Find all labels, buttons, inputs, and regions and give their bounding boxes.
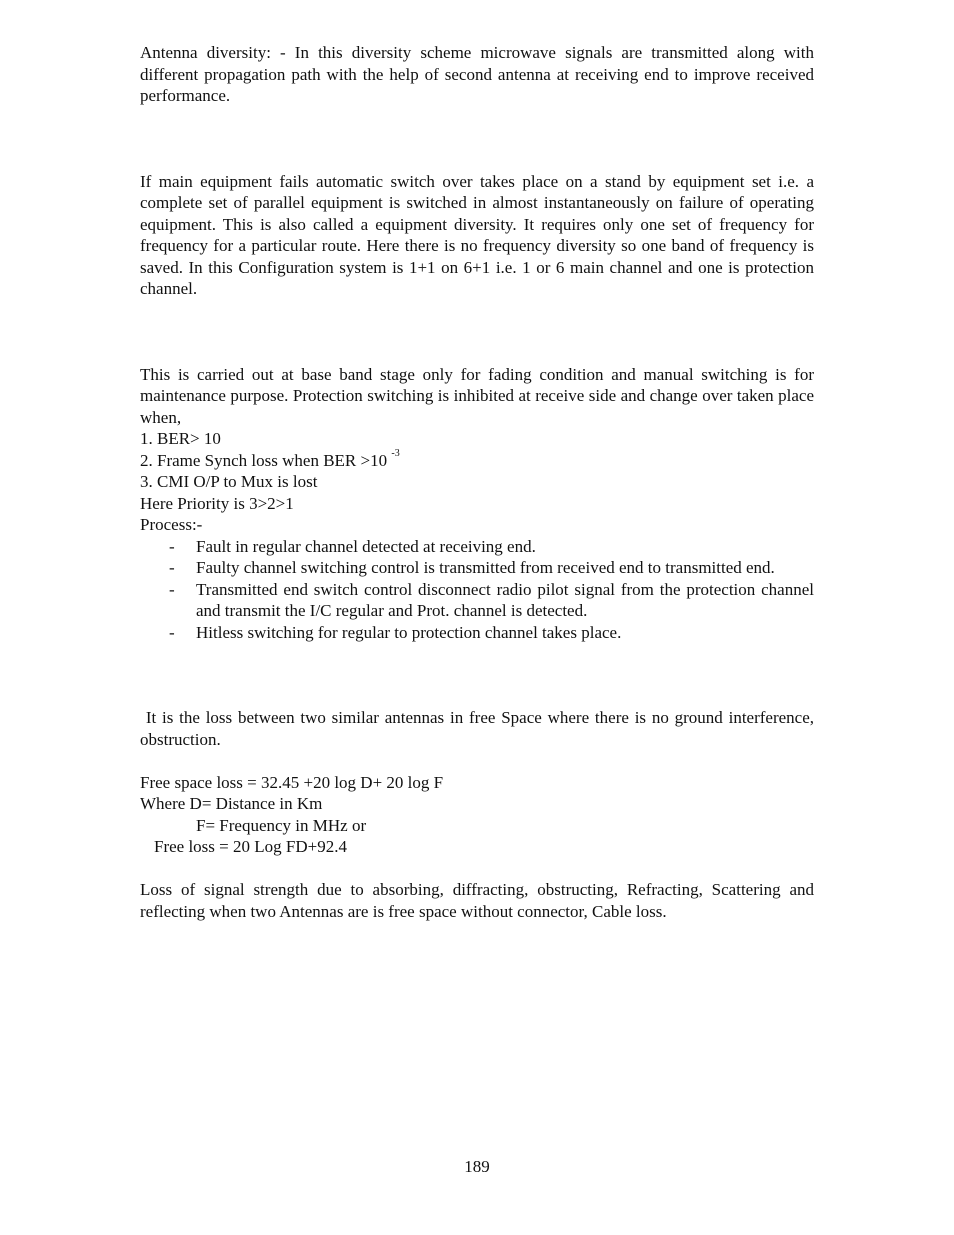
dash-bullet: - (169, 622, 175, 642)
priority-line: Here Priority is 3>2>1 (140, 493, 294, 513)
list-item (140, 579, 814, 622)
list-item (140, 536, 814, 558)
process-label: Process:- (140, 515, 203, 534)
condition-2-superscript: -3 (391, 447, 400, 459)
dash-bullet: - (169, 558, 175, 577)
process-list (140, 536, 814, 644)
list-item-text: Fault in regular channel detected at receiving end. (196, 536, 536, 556)
formula-distance: Where D= Distance in Km (140, 794, 323, 813)
condition-3: 3. CMI O/P to Mux is lost (140, 472, 318, 491)
formula-frequency: F= Frequency in MHz or (196, 815, 367, 835)
spacer (140, 300, 814, 364)
list-item-text: Transmitted end switch control disconnect radio pilot signal from the protection channel and transmit the I/C regular and Prot. channel is detected. (196, 579, 814, 620)
list-item-text: Faulty channel switching control is transmitted from received end to transmitted end. (196, 558, 775, 577)
formula-free-space-loss: Free space loss = 32.45 +20 log D+ 20 log F (140, 772, 444, 792)
spacer (140, 643, 814, 707)
paragraph-signal-loss: Loss of signal strength due to absorbing, diffracting, obstructing, Refracting, Scattering and reflecting when two Antennas are is free space without connector, Cable loss. (140, 880, 814, 921)
condition-2 (140, 447, 814, 472)
dash-bullet: - (169, 536, 175, 556)
spacer (140, 107, 814, 171)
formula-free-loss: Free loss = 20 Log FD+92.4 (154, 837, 347, 856)
list-item-text: Hitless switching for regular to protection channel takes place. (196, 622, 622, 642)
paragraph-protection-switching: This is carried out at base band stage only for fading condition and manual switching is for maintenance purpose. Protection switching is inhibited at receive side and change over taken place when, (140, 364, 814, 427)
list-item (140, 557, 814, 579)
page-body (140, 42, 819, 922)
dash-bullet: - (169, 579, 175, 599)
spacer (140, 750, 814, 772)
page-number: 189 (464, 1157, 490, 1176)
condition-1: 1. BER> 10 (140, 429, 221, 448)
condition-2-text: 2. Frame Synch loss when BER >10 (140, 450, 392, 470)
list-item (140, 622, 814, 644)
paragraph-equipment-diversity: If main equipment fails automatic switch over takes place on a stand by equipment set i.e. a complete set of parallel equipment is switched in almost instantaneously on failure of operating equipment. This is also called a equipment diversity. It requires only one set of frequency for frequency for a particular route. Here there is no frequency diversity so one band of frequency is saved. In this Configuration system is 1+1 on 6+1 i.e. 1 or 6 main channel and one is protection channel. (140, 171, 814, 298)
paragraph-antenna-diversity: Antenna diversity: - In this diversity scheme microwave signals are transmitted along with different propagation path with the help of second antenna at receiving end to improve received performance. (140, 43, 814, 105)
spacer (140, 858, 814, 880)
paragraph-free-space-loss: It is the loss between two similar antennas in free Space where there is no ground interference, obstruction. (140, 708, 819, 749)
